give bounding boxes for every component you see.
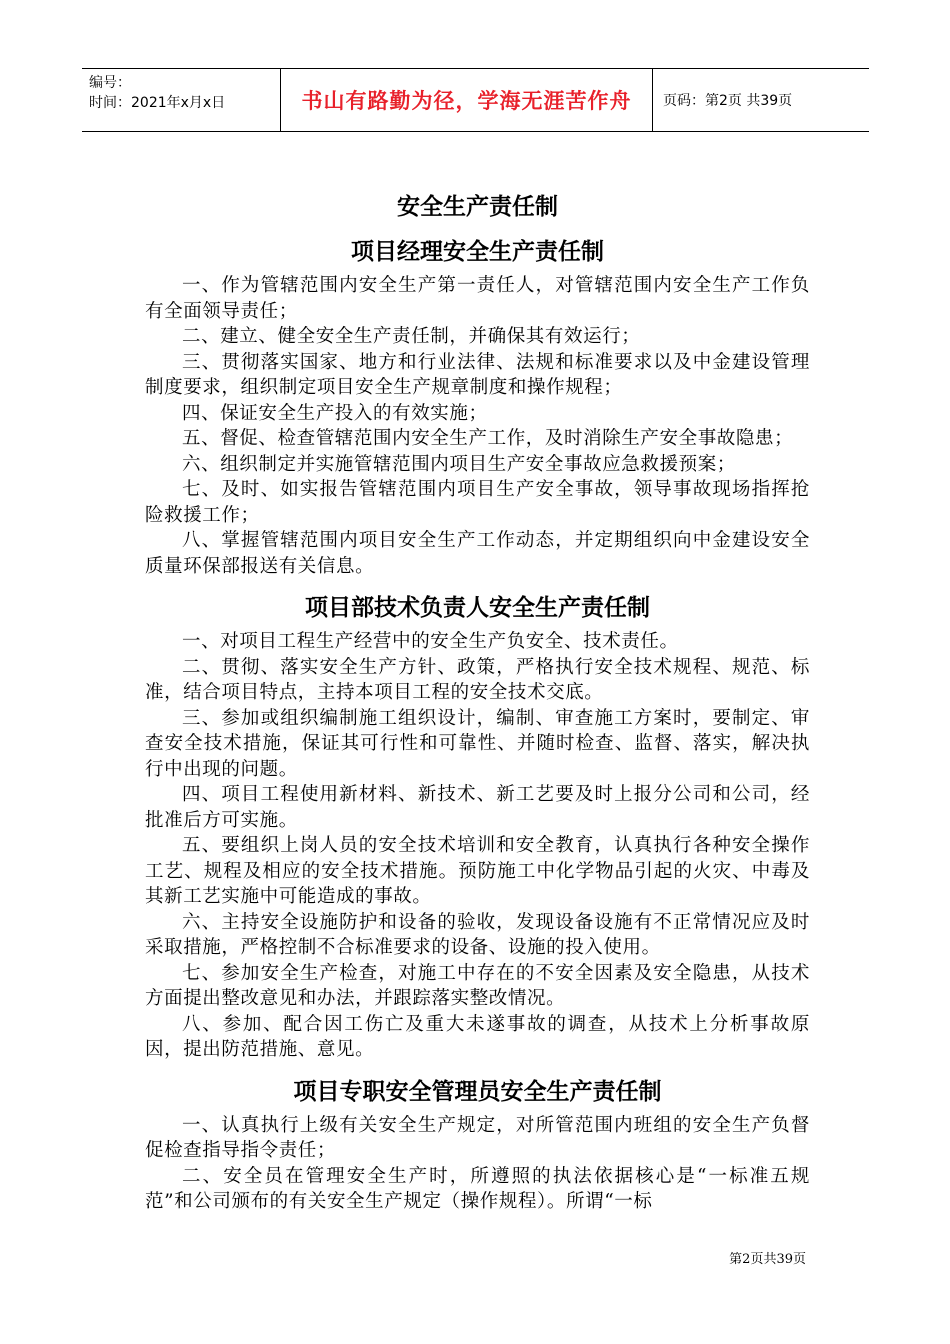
paragraph: 七、及时、如实报告管辖范围内项目生产安全事故，领导事故现场指挥抢险救援工作； — [145, 479, 810, 526]
date-label: 时间：2021年x月x日 — [89, 95, 226, 111]
section-heading: 项目专职安全管理员安全生产责任制 — [293, 1078, 662, 1105]
paragraph: 四、项目工程使用新材料、新技术、新工艺要及时上报分公司和公司，经批准后方可实施。 — [145, 784, 810, 831]
paragraph: 六、组织制定并实施管辖范围内项目生产安全事故应急救援预案； — [182, 453, 736, 475]
paragraph: 二、建立、健全安全生产责任制，并确保其有效运行； — [182, 326, 641, 347]
paragraph: 一、对项目工程生产经营中的安全生产负安全、技术责任。 — [182, 631, 679, 652]
paragraph: 一、作为管辖范围内安全生产第一责任人，对管辖范围内安全生产工作负有全面领导责任； — [145, 275, 810, 322]
document-body — [145, 188, 810, 1215]
paragraph: 二、贯彻、落实安全生产方针、政策，严格执行安全技术规程、规范、标准，结合项目特点，主持本项目工程的安全技术交底。 — [145, 656, 810, 703]
paragraph: 四、保证安全生产投入的有效实施； — [182, 402, 488, 424]
section-heading: 项目经理安全生产责任制 — [351, 239, 604, 265]
section-heading: 项目部技术负责人安全生产责任制 — [305, 595, 650, 621]
header-meta-cell — [82, 69, 281, 131]
paragraph: 七、参加安全生产检查，对施工中存在的不安全因素及安全隐患，从技术方面提出整改意见和办法，并跟踪落实整改情况。 — [145, 962, 810, 1009]
header-page-label: 页码：第2页 共39页 — [663, 93, 793, 109]
paragraph: 八、参加、配合因工伤亡及重大未遂事故的调查，从技术上分析事故原因，提出防范措施、意见。 — [145, 1013, 810, 1060]
paragraph: 八、掌握管辖范围内项目安全生产工作动态，并定期组织向中金建设安全质量环保部报送有关信息。 — [145, 530, 810, 577]
paragraph: 一、认真执行上级有关安全生产规定，对所管范围内班组的安全生产负督促检查指导指令责任； — [145, 1114, 810, 1161]
header-motto: 书山有路勤为径，学海无涯苦作舟 — [281, 69, 653, 131]
section-project-manager — [145, 231, 810, 579]
paragraph: 三、参加或组织编制施工组织设计，编制、审查施工方案时，要制定、审查安全技术措施，保证其可行性和可靠性、并随时检查、监督、落实，解决执行中出现的问题。 — [145, 707, 810, 780]
paragraph: 三、贯彻落实国家、地方和行业法律、法规和标准要求以及中金建设管理制度要求，组织制定项目安全生产规章制度和操作规程； — [145, 351, 810, 398]
paragraph: 五、督促、检查管辖范围内安全生产工作，及时消除生产安全事故隐患； — [182, 428, 794, 449]
page-header — [82, 68, 869, 132]
serial-label: 编号： — [89, 75, 131, 91]
section-technical-lead — [145, 587, 810, 1063]
paragraph: 六、主持安全设施防护和设备的验收，发现设备设施有不正常情况应及时采取措施，严格控制不合标准要求的设备、设施的投入使用。 — [145, 911, 810, 958]
paragraph: 二、安全员在管理安全生产时，所遵照的执法依据核心是“一标准五规范”和公司颁布的有关安全生产规定（操作规程）。所谓“一标 — [145, 1165, 810, 1212]
paragraph: 五、要组织上岗人员的安全技术培训和安全教育，认真执行各种安全操作工艺、规程及相应的安全技术措施。预防施工中化学物品引起的火灾、中毒及其新工艺实施中可能造成的事故。 — [145, 835, 810, 907]
page-footer: 第2页共39页 — [729, 1252, 806, 1267]
document-title: 安全生产责任制 — [397, 194, 558, 220]
section-safety-officer — [145, 1071, 810, 1215]
